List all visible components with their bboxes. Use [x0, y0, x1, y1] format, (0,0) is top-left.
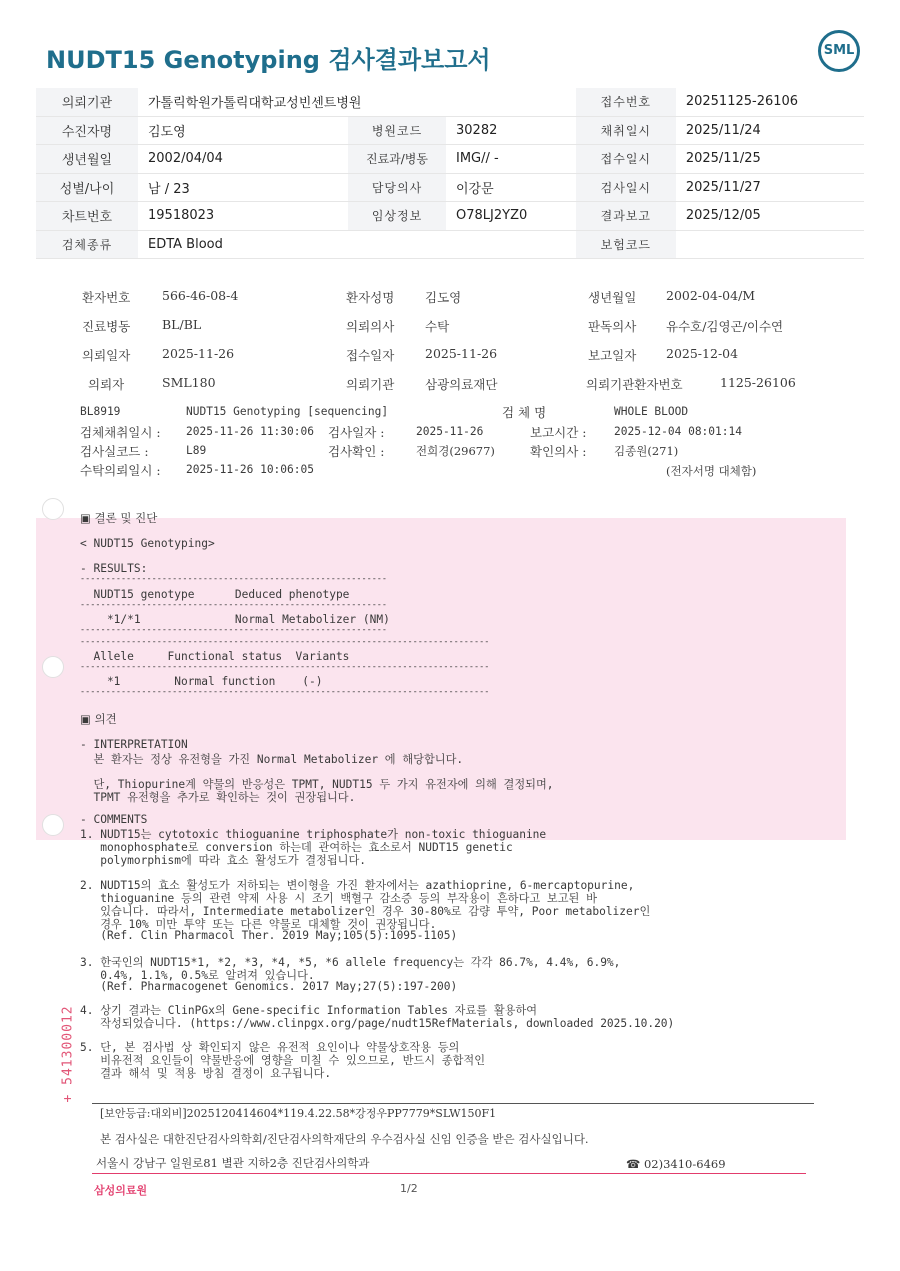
- page-number: 1/2: [400, 1182, 418, 1195]
- specimen-value: EDTA Blood: [138, 230, 576, 259]
- hospital-value: 가톨릭학원가톨릭대학교성빈센트병원: [138, 88, 576, 116]
- patient-no-label: 환자번호: [82, 290, 131, 305]
- confirm-doctor-value: 김종원(271): [614, 444, 679, 458]
- comment-line: 비유전적 요인들이 약물반응에 영향을 미칠 수 있으므로, 반드시 종합적인: [80, 1054, 486, 1067]
- dept-label: 진료과/병동: [348, 145, 446, 174]
- security-line: [보안등급:대외비]2025120414604*119.4.22.58*강정우PP7779*SLW150F1: [100, 1107, 497, 1120]
- birth-value: 2002-04-04/M: [666, 288, 756, 303]
- comment-line: thioguanine 등의 관련 약제 사용 시 조기 백혈구 감소증 등의 부작용이 흔하다고 보고된 바: [80, 892, 597, 905]
- comment-line: polymorphism에 따라 효소 활성도가 결정됩니다.: [80, 854, 367, 867]
- doctor-label: 담당의사: [348, 173, 446, 202]
- report-value: 2025/12/05: [676, 202, 864, 231]
- interpretation-line: TPMT 유전형을 추가로 확인하는 것이 권장됩니다.: [80, 791, 356, 804]
- punch-hole: [42, 498, 64, 520]
- table-rule: --------------------------------------------------------------------------------: [80, 687, 490, 697]
- rep-date-value: 2025-12-04: [666, 346, 739, 361]
- comment-line: 4. 상기 결과는 ClinPGx의 Gene-specific Information Tables 자료를 활용하여: [80, 1004, 538, 1017]
- test-date-label: 검사일자 :: [328, 425, 385, 440]
- room-code-value: L89: [186, 444, 207, 457]
- comment-line: 있습니다. 따라서, Intermediate metabolizer인 경우 30-80%로 감량 투약, Poor metabolizer인: [80, 905, 651, 918]
- dept-value: IMG// -: [446, 145, 576, 174]
- room-code-label: 검사실코드 :: [80, 444, 149, 459]
- collect-time-value: 2025-11-26 11:30:06: [186, 425, 314, 438]
- verify-value: 전희경(29677): [416, 444, 495, 458]
- insurance-label: 보험코드: [576, 230, 676, 259]
- specimen-name-label: 검 체 명: [502, 405, 547, 420]
- reading-doctor-value: 유수호/김영곤/이수연: [666, 319, 784, 334]
- req-org-patno-value: 1125-26106: [720, 375, 796, 390]
- clinical-value: O78LJ2YZ0: [446, 202, 576, 231]
- req-doctor-value: 수탁: [425, 319, 450, 334]
- interpretation-line: 본 환자는 정상 유전형을 가진 Normal Metabolizer 에 해당합니다.: [80, 753, 464, 766]
- genotype-table-header: NUDT15 genotype Deduced phenotype: [80, 588, 350, 601]
- collect-value: 2025/11/24: [676, 116, 864, 145]
- recv-value: 2025/11/25: [676, 145, 864, 174]
- patient-no-value: 566-46-08-4: [162, 288, 239, 303]
- recv-label: 접수일시: [576, 145, 676, 174]
- hospcode-label: 병원코드: [348, 116, 446, 145]
- allele-table-row: *1 Normal function (-): [80, 675, 323, 688]
- comment-line: 0.4%, 1.1%, 0.5%로 알려져 있습니다.: [80, 969, 315, 982]
- test-value: 2025/11/27: [676, 173, 864, 202]
- ward-label: 진료병동: [82, 319, 131, 334]
- sml-logo: SML: [818, 30, 860, 72]
- requester-label: 의뢰자: [88, 377, 125, 392]
- comment-line: monophosphate로 conversion 하는데 관여하는 효소로서 NUDT15 genetic: [80, 841, 513, 854]
- req-date-value: 2025-11-26: [162, 346, 235, 361]
- comment-line: 경우 10% 미만 투약 또는 다른 약물로 대체할 것이 권장됩니다.: [80, 918, 437, 931]
- order-time-label: 수탁의뢰일시 :: [80, 463, 161, 478]
- table-rule: ------------------------------------------------------------: [80, 600, 388, 610]
- footer-red-rule: [92, 1173, 806, 1174]
- conclusion-heading: ▣ 결론 및 진단: [80, 511, 158, 525]
- patient-name-value: 김도영: [425, 290, 462, 305]
- address-line: 서울시 강남구 일원로81 별관 지하2층 진단검사의학과: [96, 1156, 370, 1170]
- chart-value: 19518023: [138, 202, 348, 231]
- report-label: 결과보고: [576, 202, 676, 231]
- chart-label: 차트번호: [36, 202, 138, 231]
- req-doctor-label: 의뢰의사: [346, 319, 395, 334]
- allele-table-header: Allele Functional status Variants: [80, 650, 350, 663]
- punch-hole: [42, 656, 64, 678]
- table-rule: ------------------------------------------------------------: [80, 574, 388, 584]
- test-code: BL8919: [80, 405, 121, 418]
- specimen-label: 검체종류: [36, 230, 138, 259]
- recv-date-value: 2025-11-26: [425, 346, 498, 361]
- req-date-label: 의뢰일자: [82, 348, 131, 363]
- results-label: - RESULTS:: [80, 562, 148, 575]
- sexage-label: 성별/나이: [36, 173, 138, 202]
- comment-line: (Ref. Pharmacogenet Genomics. 2017 May;27(5):197-200): [80, 980, 458, 993]
- genotype-table-row: *1/*1 Normal Metabolizer (NM): [80, 613, 390, 626]
- comment-line: 작성되었습니다. (https://www.clinpgx.org/page/nudt15RefMaterials, downloaded 2025.10.20): [80, 1017, 675, 1030]
- accession-label: 접수번호: [576, 88, 676, 116]
- genotyping-title: < NUDT15 Genotyping>: [80, 537, 215, 550]
- report-time-value: 2025-12-04 08:01:14: [614, 425, 742, 438]
- phone-line: ☎ 02)3410-6469: [626, 1157, 726, 1171]
- hospital-label: 의뢰기관: [36, 88, 138, 116]
- patient-label: 수진자명: [36, 116, 138, 145]
- comment-line: 결과 해석 및 적용 방침 결정이 요구됩니다.: [80, 1067, 332, 1080]
- opinion-heading: ▣ 의견: [80, 712, 117, 726]
- req-org-patno-label: 의뢰기관환자번호: [586, 377, 683, 392]
- dob-label: 생년월일: [36, 145, 138, 174]
- table-rule: --------------------------------------------------------------------------------: [80, 637, 490, 647]
- sexage-value: 남 / 23: [138, 173, 348, 202]
- rep-date-label: 보고일자: [588, 348, 637, 363]
- test-name: NUDT15 Genotyping [sequencing]: [186, 405, 389, 418]
- collect-time-label: 검체채취일시 :: [80, 425, 161, 440]
- birth-label: 생년월일: [588, 290, 637, 305]
- req-org-value: 삼광의료재단: [425, 377, 498, 392]
- comment-line: (Ref. Clin Pharmacol Ther. 2019 May;105(5):1095-1105): [80, 929, 458, 942]
- comment-line: 1. NUDT15는 cytotoxic thioguanine triphosphate가 non-toxic thioguanine: [80, 828, 547, 841]
- collect-label: 채취일시: [576, 116, 676, 145]
- punch-hole: [42, 814, 64, 836]
- interpretation-label: - INTERPRETATION: [80, 738, 188, 751]
- test-label: 검사일시: [576, 173, 676, 202]
- comment-line: 3. 한국인의 NUDT15*1, *2, *3, *4, *5, *6 allele frequency는 각각 86.7%, 4.4%, 6.9%,: [80, 956, 621, 969]
- reading-doctor-label: 판독의사: [588, 319, 637, 334]
- recv-date-label: 접수일자: [346, 348, 395, 363]
- requester-value: SML180: [162, 375, 216, 390]
- doctor-value: 이강문: [446, 173, 576, 202]
- footer-rule: [92, 1103, 814, 1104]
- patient-info-table: [36, 88, 864, 259]
- table-rule: --------------------------------------------------------------------------------: [80, 662, 490, 672]
- side-stamp: [58, 985, 78, 1105]
- confirm-doctor-label: 확인의사 :: [530, 444, 587, 459]
- order-time-value: 2025-11-26 10:06:05: [186, 463, 314, 476]
- req-org-label: 의뢰기관: [346, 377, 395, 392]
- table-rule: ------------------------------------------------------------: [80, 625, 388, 635]
- clinical-label: 임상정보: [348, 202, 446, 231]
- insurance-value: [676, 230, 864, 259]
- esign-note: (전자서명 대체함): [666, 464, 757, 478]
- report-title: NUDT15 Genotyping 검사결과보고서: [46, 46, 491, 74]
- side-number: + 541300012: [60, 1005, 76, 1103]
- test-date-value: 2025-11-26: [416, 425, 484, 438]
- ward-value: BL/BL: [162, 317, 202, 332]
- patient-name-label: 환자성명: [346, 290, 395, 305]
- certification-line: 본 검사실은 대한진단검사의학회/진단검사의학재단의 우수검사실 신임 인증을 받은 검사실입니다.: [100, 1132, 589, 1146]
- comments-label: - COMMENTS: [80, 813, 148, 826]
- dob-value: 2002/04/04: [138, 145, 348, 174]
- comment-line: 2. NUDT15의 효소 활성도가 저하되는 변이형을 가진 환자에서는 azathioprine, 6-mercaptopurine,: [80, 879, 635, 892]
- org-logo-text: 삼성의료원: [94, 1184, 148, 1197]
- report-time-label: 보고시간 :: [530, 425, 587, 440]
- accession-value: 20251125-26106: [676, 88, 864, 116]
- specimen-name-value: WHOLE BLOOD: [614, 405, 689, 418]
- interpretation-line: 단, Thiopurine계 약물의 반응성은 TPMT, NUDT15 두 가지 유전자에 의해 결정되며,: [80, 778, 554, 791]
- verify-label: 검사확인 :: [328, 444, 385, 459]
- hospcode-value: 30282: [446, 116, 576, 145]
- comment-line: 5. 단, 본 검사법 상 확인되지 않은 유전적 요인이나 약물상호작용 등의: [80, 1041, 460, 1054]
- patient-value: 김도영: [138, 116, 348, 145]
